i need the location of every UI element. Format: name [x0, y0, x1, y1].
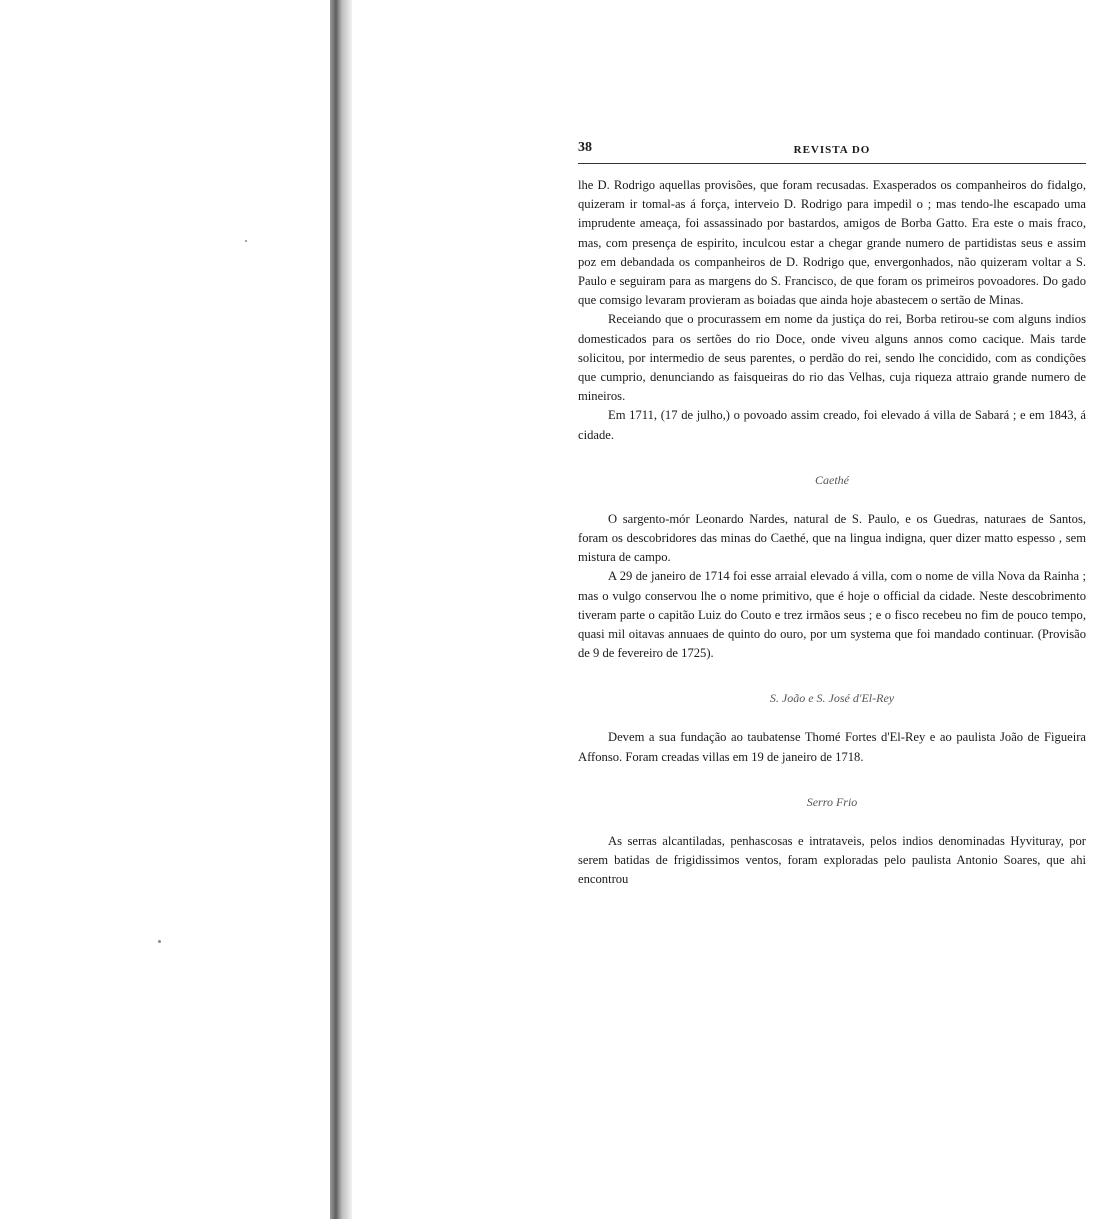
book-gutter [330, 0, 352, 1219]
page-number: 38 [578, 140, 592, 155]
section-heading: Serro Frio [806, 794, 858, 809]
scan-speck [158, 940, 161, 943]
section-heading: Caethé [815, 472, 849, 487]
header-rule [578, 163, 1086, 164]
paragraph: As serras alcantiladas, penhascosas e intrataveis, pelos indios denominadas Hyvituray, por serem batidas de frigidissimos ventos, foram exploradas pelo paulista Antonio Soares, que ahi encontrou [578, 833, 1086, 887]
scan-speck [245, 240, 247, 242]
paragraph: Em 1711, (17 de julho,) o povoado assim creado, foi elevado á villa de Sabará ; e em 1843, á cidade. [578, 408, 1086, 442]
running-head: REVISTA DO [793, 144, 871, 156]
book-page [578, 140, 1086, 889]
paragraph: Devem a sua fundação ao taubatense Thomé Fortes d'El-Rey e ao paulista João de Figueira Affonso. Foram creadas villas em 19 de janeiro de 1718. [578, 730, 1086, 764]
paragraph: lhe D. Rodrigo aquellas provisões, que foram recusadas. Exasperados os companheiros do fidalgo, quizeram ir tomal-as á força, interveio D. Rodrigo para impedil o ; mas tendo-lhe escapado uma imprudente ameaça, foi assassinado por bastardos, amigos de Borba Gatto. Era este o mais fraco, mas, com presença de espirito, inculcou estar a chegar grande numero de partidistas seus e assim poz em debandada os companheiros de D. Rodrigo que, envergonhados, não quizeram voltar a S. Paulo e seguiram para as margens do S. Francisco, de que foram os primeiros povoadores. Do gado que comsigo levaram provieram as boiadas que ainda hoje abastecem o sertão de Minas. [578, 178, 1086, 308]
paragraph: O sargento-mór Leonardo Nardes, natural de S. Paulo, e os Guedras, naturaes de Santos, foram os descobridores das minas do Caethé, que na lingua indigna, quer dizer matto espesso , sem mistura de campo. [578, 511, 1086, 565]
paragraph: Receiando que o procurassem em nome da justiça do rei, Borba retirou-se com alguns indios domesticados para os sertões do rio Doce, onde viveu alguns annos como cacique. Mais tarde solicitou, por intermedio de seus parentes, o perdão do rei, sendo lhe concidido, com as condições que cumprio, denunciando as faisqueiras do rio das Velhas, cuja riqueza attraio grande numero de mineiros. [578, 312, 1086, 404]
paragraph: A 29 de janeiro de 1714 foi esse arraial elevado á villa, com o nome de villa Nova da Rainha ; mas o vulgo conservou lhe o nome primitivo, que é hoje o official da cidade. Neste descobrimento tiveram parte o capitão Luiz do Couto e trez irmãos seus ; e o fisco recebeu no fim de pouco tempo, quasi mil oitavas annuaes de quinto do ouro, por um systema que foi mandado continuar. (Provisão de 9 de fevereiro de 1725). [578, 569, 1086, 661]
page-header [578, 140, 1086, 160]
section-heading: S. João e S. José d'El-Rey [769, 691, 895, 706]
